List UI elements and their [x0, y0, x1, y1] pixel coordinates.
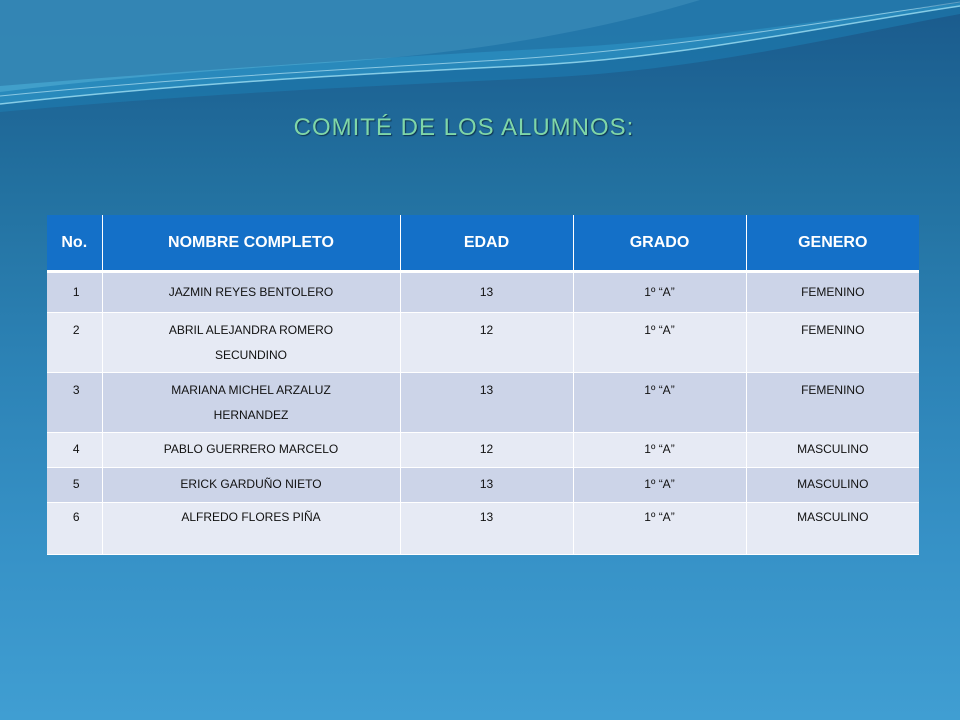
cell-grade: 1º “A” — [573, 433, 746, 468]
table-row — [47, 313, 919, 373]
cell-age: 12 — [400, 313, 573, 373]
page-title: COMITÉ DE LOS ALUMNOS: — [293, 114, 635, 141]
cell-grade: 1º “A” — [573, 373, 746, 433]
cell-gender: MASCULINO — [746, 468, 919, 503]
cell-full-name-text: MARIANA MICHEL ARZALUZ HERNANDEZ — [171, 383, 331, 422]
cell-age: 13 — [400, 373, 573, 433]
table-row — [47, 373, 919, 433]
cell-full-name — [102, 373, 400, 433]
cell-age: 13 — [400, 503, 573, 555]
header-number: No. — [47, 215, 102, 272]
table-row — [47, 433, 919, 468]
cell-number: 6 — [47, 503, 102, 555]
header-age: EDAD — [400, 215, 573, 272]
cell-age: 13 — [400, 468, 573, 503]
cell-number: 4 — [47, 433, 102, 468]
cell-grade: 1º “A” — [573, 468, 746, 503]
header-full-name: NOMBRE COMPLETO — [102, 215, 400, 272]
cell-full-name: JAZMIN REYES BENTOLERO — [102, 272, 400, 313]
table-row — [47, 503, 919, 555]
cell-gender: MASCULINO — [746, 433, 919, 468]
cell-grade: 1º “A” — [573, 503, 746, 555]
decorative-waves — [0, 0, 960, 120]
cell-full-name: ALFREDO FLORES PIÑA — [102, 503, 400, 555]
cell-age: 13 — [400, 272, 573, 313]
cell-gender: FEMENINO — [746, 313, 919, 373]
cell-full-name: PABLO GUERRERO MARCELO — [102, 433, 400, 468]
cell-grade: 1º “A” — [573, 272, 746, 313]
cell-full-name-text: ABRIL ALEJANDRA ROMERO SECUNDINO — [168, 323, 334, 362]
cell-number: 1 — [47, 272, 102, 313]
cell-grade: 1º “A” — [573, 313, 746, 373]
cell-number: 3 — [47, 373, 102, 433]
cell-number: 2 — [47, 313, 102, 373]
cell-full-name — [102, 313, 400, 373]
cell-gender: FEMENINO — [746, 272, 919, 313]
header-gender: GENERO — [746, 215, 919, 272]
students-committee-table — [47, 215, 919, 555]
header-grade: GRADO — [573, 215, 746, 272]
table-row — [47, 468, 919, 503]
table-row — [47, 272, 919, 313]
cell-full-name: ERICK GARDUÑO NIETO — [102, 468, 400, 503]
cell-gender: FEMENINO — [746, 373, 919, 433]
cell-age: 12 — [400, 433, 573, 468]
cell-gender: MASCULINO — [746, 503, 919, 555]
table-header-row — [47, 215, 919, 272]
cell-number: 5 — [47, 468, 102, 503]
